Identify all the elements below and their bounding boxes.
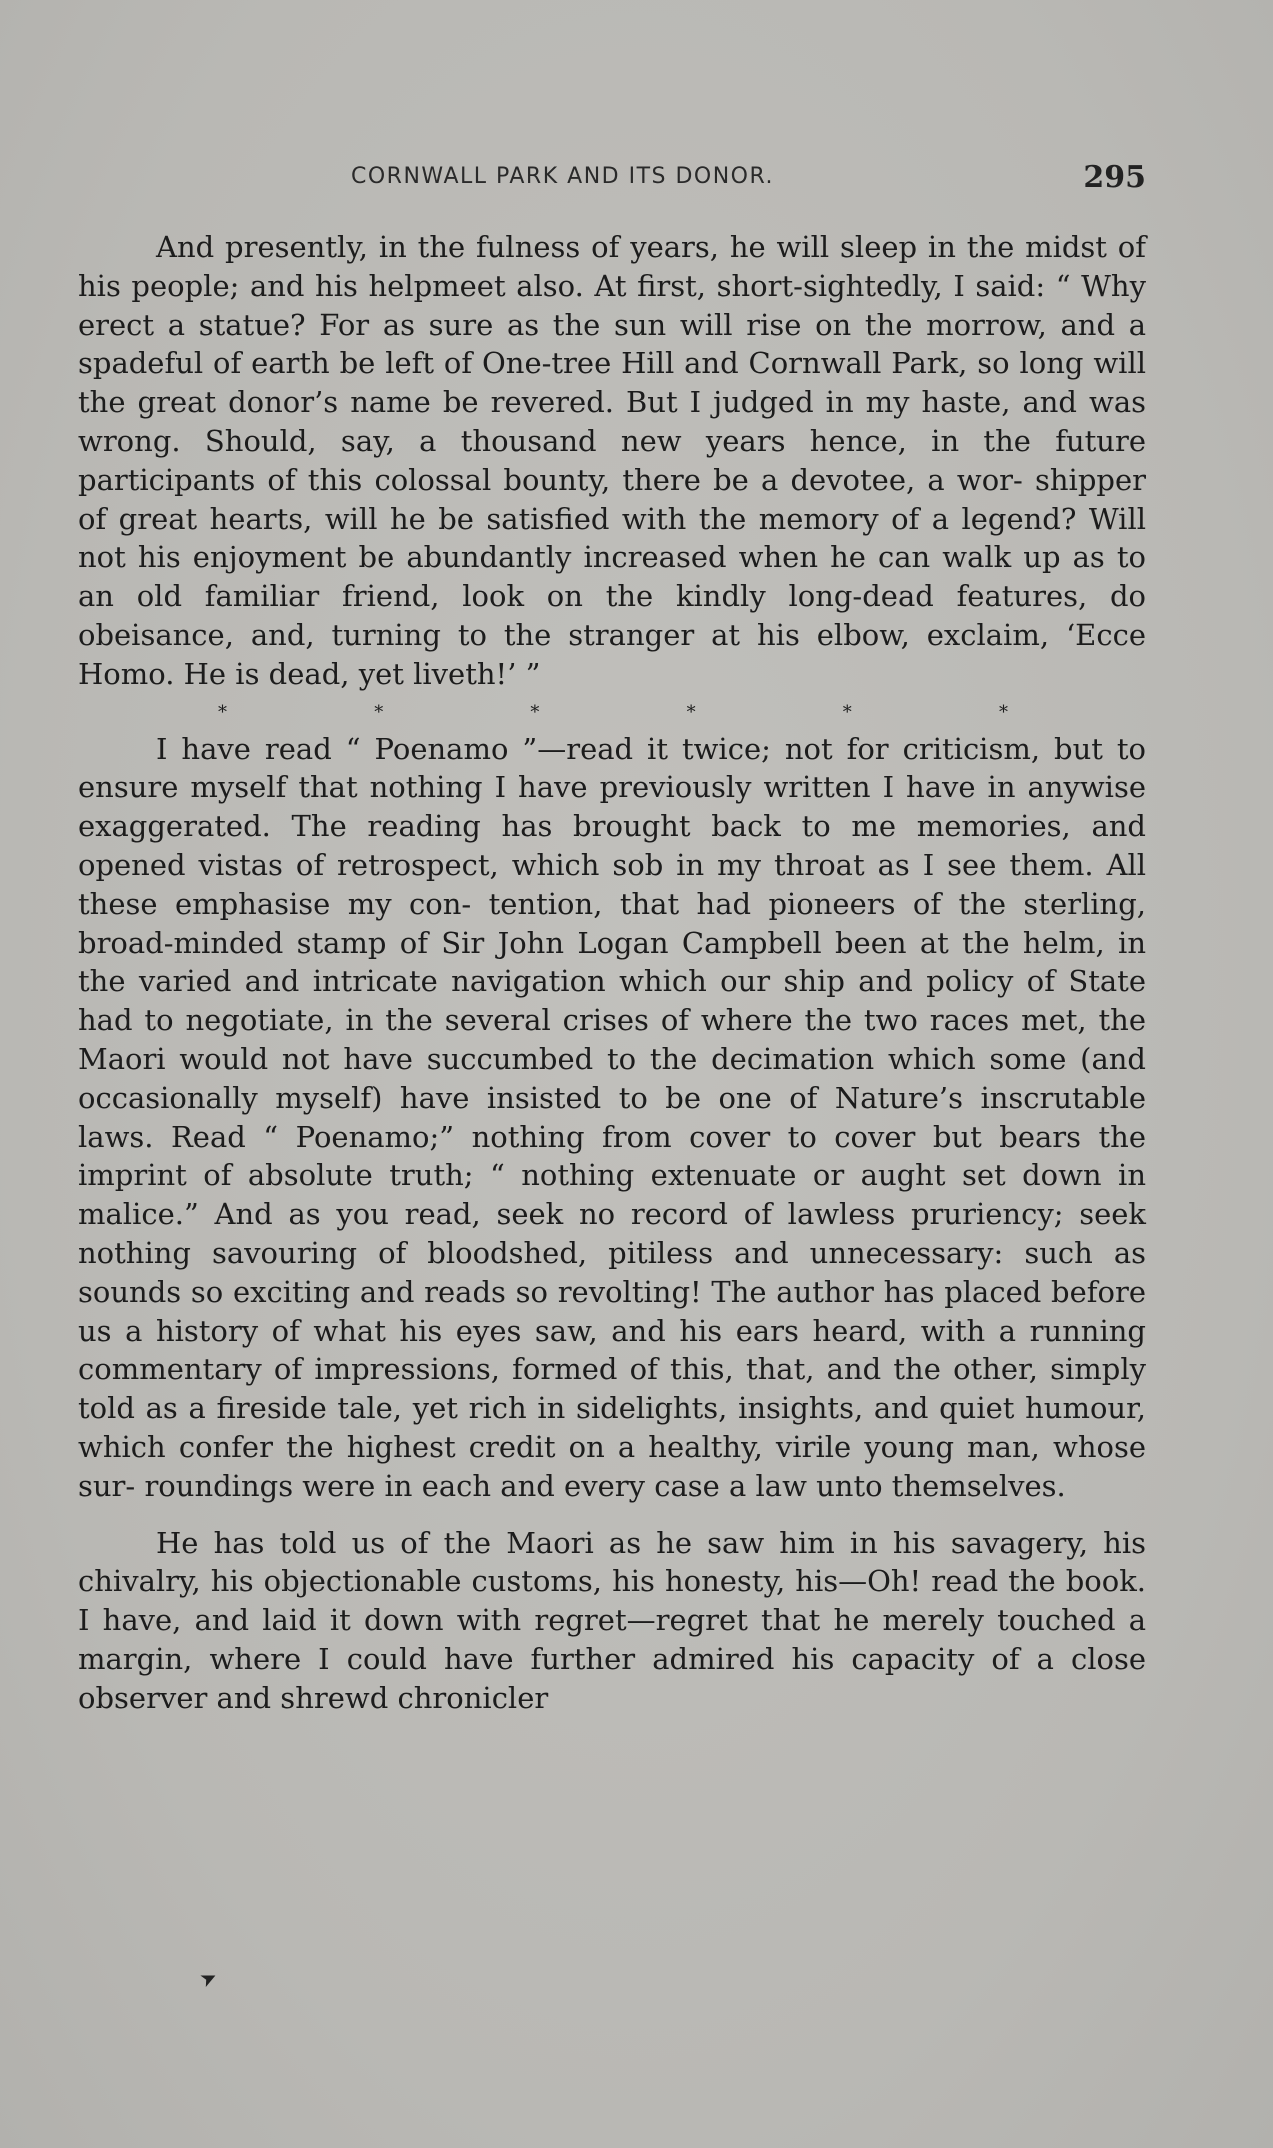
page-number: 295 <box>1083 160 1146 195</box>
separator-star: * <box>374 701 384 723</box>
separator-star: * <box>530 701 540 723</box>
section-break <box>218 696 1008 730</box>
paragraph-2: I have read “ Poenamo ”—read it twice; not for criticism, but to ensure myself that nothing I have previously written I have in anywise exaggerated. The reading has brought back to me memories, and opened vistas of retrospect, which sob in my throat as I see them. All these emphasise my con- tention, that had pioneers of the sterling, broad-minded stamp of Sir John Logan Campbell been at the helm, in the varied and intricate navigation which our ship and policy of State had to negotiate, in the several crises of where the two races met, the Maori would not have succumbed to the decimation which some (and occasionally myself) have insisted to be one of Nature’s inscrutable laws. Read “ Poenamo;” nothing from cover to cover but bears the imprint of absolute truth; “ nothing extenuate or aught set down in malice.” And as you read, seek no record of lawless pruriency; seek nothing savouring of bloodshed, pitiless and unnecessary: such as sounds so exciting and reads so revolting! The author has placed before us a history of what his eyes saw, and his ears heard, with a running commentary of impressions, formed of this, that, and the other, simply told as a fireside tale, yet rich in sidelights, insights, and quiet humour, which confer the highest credit on a healthy, virile young man, whose sur- roundings were in each and every case a law unto themselves. <box>78 731 1146 1503</box>
ink-mark-icon: ➤ <box>195 1963 222 1993</box>
separator-star: * <box>998 701 1008 723</box>
paragraph-1: And presently, in the fulness of years, he will sleep in the midst of his people; and his helpmeet also. At first, short-sightedly, I said: “ Why erect a statue? For as sure as the sun will rise on the morrow, and a spadeful of earth be left of One-tree Hill and Cornwall Park, so long will the great donor’s name be revered. But I judged in my haste, and was wrong. Should, say, a thousand new years hence, in the future participants of this colossal bounty, there be a devotee, a wor- shipper of great hearts, will he be satisfied with the memory of a legend? Will not his enjoyment be abundantly increased when he can walk up as to an old familiar friend, look on the kindly long-dead features, do obeisance, and, turning to the stranger at his elbow, exclaim, ‘Ecce Homo. He is dead, yet liveth!’ ” <box>78 230 1146 691</box>
separator-star: * <box>686 701 696 723</box>
separator-star: * <box>842 701 852 723</box>
paragraph-3: He has told us of the Maori as he saw him in his savagery, his chivalry, his objectionable customs, his honesty, his—Oh! read the book. I have, and laid it down with regret—regret that he merely touched a margin, where I could have further admired his capacity of a close observer and shrewd chronicler <box>78 1525 1146 1715</box>
body-text <box>78 228 1146 1717</box>
separator-star: * <box>218 701 227 723</box>
running-head: CORNWALL PARK AND ITS DONOR. <box>351 164 774 189</box>
page-header <box>78 160 1146 200</box>
